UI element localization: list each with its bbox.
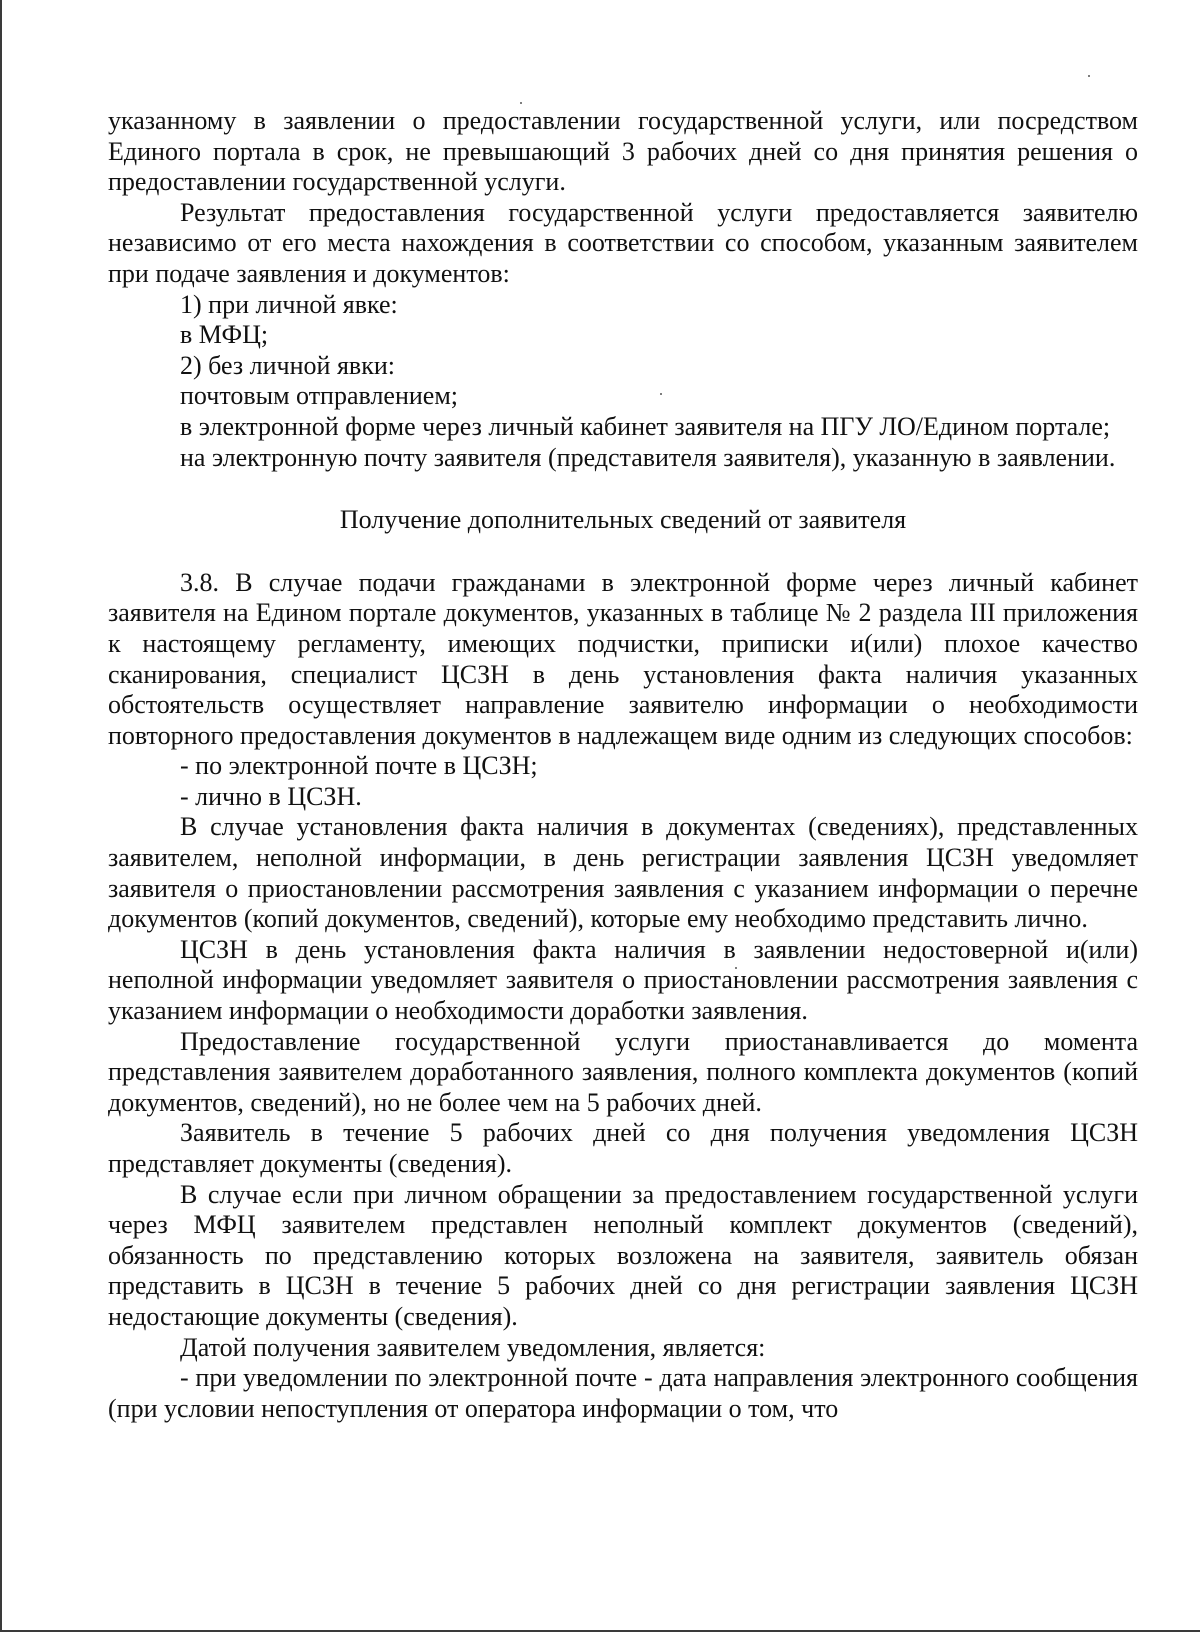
paragraph-suspension: Предоставление государственной услуги приостанавливается до момента представления заявителем доработанного заявления, полного комплекта документов (копий документов, сведений), но не более чем на 5 рабочих дней.	[108, 1026, 1138, 1117]
paragraph-email-notification: - при уведомлении по электронной почте - дата направления электронного сообщения (при условии непоступления от оператора информации о том, что	[108, 1363, 1138, 1423]
paragraph-3-8: 3.8. В случае подачи гражданами в электронной форме через личный кабинет заявителя на Едином портале документов, указанных в таблице № 2 раздела III приложения к настоящему регламенту, имеющих подчистки, приписки и(или) плохое качество сканирования, специалист ЦСЗН в день установления факта наличия указанных обстоятельств осуществляет направление заявителю информации о необходимости повторного предоставления документов в надлежащем виде одним из следующих способов:	[108, 567, 1138, 750]
section-heading: Получение дополнительных сведений от заявителя	[339, 505, 907, 535]
list-item-email: на электронную почту заявителя (представителя заявителя), указанную в заявлении.	[180, 442, 1116, 472]
paragraph-applicant-deadline: Заявитель в течение 5 рабочих дней со дня получения уведомления ЦСЗН представляет документы (сведения).	[108, 1118, 1138, 1178]
scan-speck	[520, 102, 522, 104]
paragraph-result-delivery: Результат предоставления государственной услуги предоставляется заявителю независимо от его места нахождения в соответствии со способом, указанным заявителем при подаче заявления и документов:	[108, 197, 1138, 288]
paragraph-continuation: указанному в заявлении о предоставлении государственной услуги, или посредством Единого портала в срок, не превышающий 3 рабочих дней со дня принятия решения о предоставлении государственной услуги.	[108, 106, 1138, 197]
paragraph-mfc-incomplete: В случае если при личном обращении за предоставлением государственной услуги через МФЦ заявителем представлен неполный комплект документов (сведений), обязанность по представлению которых возложена на заявителя, заявитель обязан представить в ЦСЗН в течение 5 рабочих дней со дня регистрации заявления ЦСЗН недостающие документы (сведения).	[108, 1179, 1138, 1331]
list-item-electronic-cabinet: в электронной форме через личный кабинет заявителя на ПГУ ЛО/Едином портале;	[180, 411, 1111, 441]
paragraph-unreliable-info: ЦСЗН в день установления факта наличия в заявлении недостоверной и(или) неполной информации уведомляет заявителя о приостановлении рассмотрения заявления с указанием информации о необходимости доработки заявления.	[108, 934, 1138, 1026]
list-item-post: почтовым отправлением;	[180, 381, 459, 411]
document-body	[108, 106, 1138, 1424]
scan-speck	[1088, 75, 1090, 77]
list-item-remote: 2) без личной явки:	[180, 350, 395, 380]
paragraph-incomplete-info: В случае установления факта наличия в документах (сведениях), представленных заявителем, неполной информации, в день регистрации заявления ЦСЗН уведомляет заявителя о приостановлении рассмотрения заявления с указанием информации о перечне документов (копий документов, сведений), которые ему необходимо представить лично.	[108, 812, 1138, 934]
list-item-personally-cszn: - лично в ЦСЗН.	[180, 781, 362, 811]
scan-edge-left	[0, 0, 2, 1632]
list-item-in-person: 1) при личной явке:	[180, 289, 398, 319]
list-item-email-cszn: - по электронной почте в ЦСЗН;	[180, 751, 538, 781]
paragraph-notification-date: Датой получения заявителем уведомления, является:	[180, 1332, 766, 1362]
list-item-mfc: в МФЦ;	[180, 320, 269, 350]
